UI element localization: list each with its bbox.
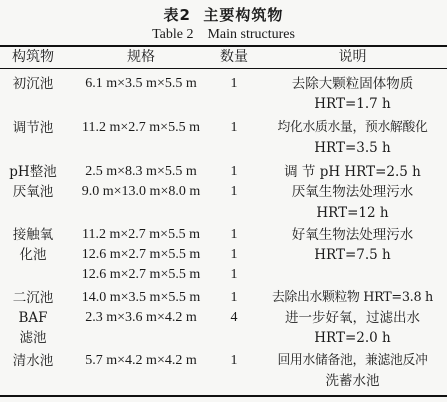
cell-qty: 1: [230, 290, 238, 305]
cell-qty: 1: [230, 247, 238, 262]
cell-desc: 厌氧生物法处理污水: [291, 184, 414, 200]
cell-spec: 5.7 m×4.2 m×4.2 m: [85, 353, 197, 368]
cell-name: 厌氧池: [12, 184, 54, 200]
cell-desc: HRT=3.5 h: [314, 140, 391, 156]
table-header-rule: [0, 68, 447, 69]
cell-desc: HRT=7.5 h: [314, 247, 391, 263]
cell-spec: 9.0 m×13.0 m×8.0 m: [81, 184, 201, 199]
header-spec: 规格: [127, 49, 155, 65]
table-caption-en: Table 2 Main structures: [152, 27, 295, 42]
cell-qty: 1: [230, 164, 238, 179]
cell-spec: 2.3 m×3.6 m×4.2 m: [85, 310, 197, 325]
cell-name: 清水池: [12, 353, 54, 369]
cell-spec: 12.6 m×2.7 m×5.5 m: [81, 247, 201, 262]
cell-name: pH整池: [9, 164, 57, 180]
table-bottom-rule: [0, 395, 447, 397]
cell-qty: 1: [230, 76, 238, 91]
cell-spec: 12.6 m×2.7 m×5.5 m: [81, 267, 201, 282]
cell-qty: 1: [230, 120, 238, 135]
cell-desc: 去除出水颗粒物 HRT=3.8 h: [271, 290, 434, 305]
cell-desc: HRT=1.7 h: [314, 96, 391, 112]
cell-desc: HRT=12 h: [316, 205, 389, 221]
cell-qty: 1: [230, 353, 238, 368]
cell-desc: HRT=2.0 h: [314, 330, 391, 346]
cell-desc: 洗蓄水池: [325, 373, 380, 389]
header-qty: 数量: [220, 49, 248, 65]
cell-desc: 去除大颗粒固体物质: [291, 76, 414, 92]
cell-desc: 回用水储备池，兼滤池反冲: [277, 353, 428, 368]
cell-spec: 11.2 m×2.7 m×5.5 m: [82, 120, 200, 135]
cell-qty: 4: [230, 310, 238, 325]
cell-desc: 好氧生物法处理污水: [291, 227, 414, 243]
header-desc: 说明: [338, 49, 367, 65]
cell-name: 化池: [19, 247, 47, 263]
cell-name: 滤池: [19, 330, 47, 346]
cell-spec: 6.1 m×3.5 m×5.5 m: [85, 76, 197, 91]
table-caption-cn: 表2 主要构筑物: [163, 6, 284, 24]
cell-qty: 1: [230, 184, 238, 199]
cell-spec: 14.0 m×3.5 m×5.5 m: [81, 290, 201, 305]
cell-name: 初沉池: [12, 76, 54, 92]
table-top-rule: [0, 45, 447, 47]
header-name: 构筑物: [12, 49, 54, 65]
cell-spec: 2.5 m×8.3 m×5.5 m: [85, 164, 197, 179]
cell-name: 接触氧: [12, 227, 54, 243]
cell-qty: 1: [230, 267, 238, 282]
cell-desc: 进一步好氧，过滤出水: [285, 310, 420, 326]
cell-name: 二沉池: [12, 290, 54, 306]
cell-desc: 均化水质水量，预水解酸化: [277, 120, 428, 135]
cell-spec: 11.2 m×2.7 m×5.5 m: [82, 227, 200, 242]
cell-desc: 调 节 pH HRT=2.5 h: [284, 164, 421, 180]
cell-qty: 1: [230, 227, 238, 242]
cell-name: 调节池: [12, 120, 54, 136]
cell-name: BAF: [18, 310, 48, 326]
